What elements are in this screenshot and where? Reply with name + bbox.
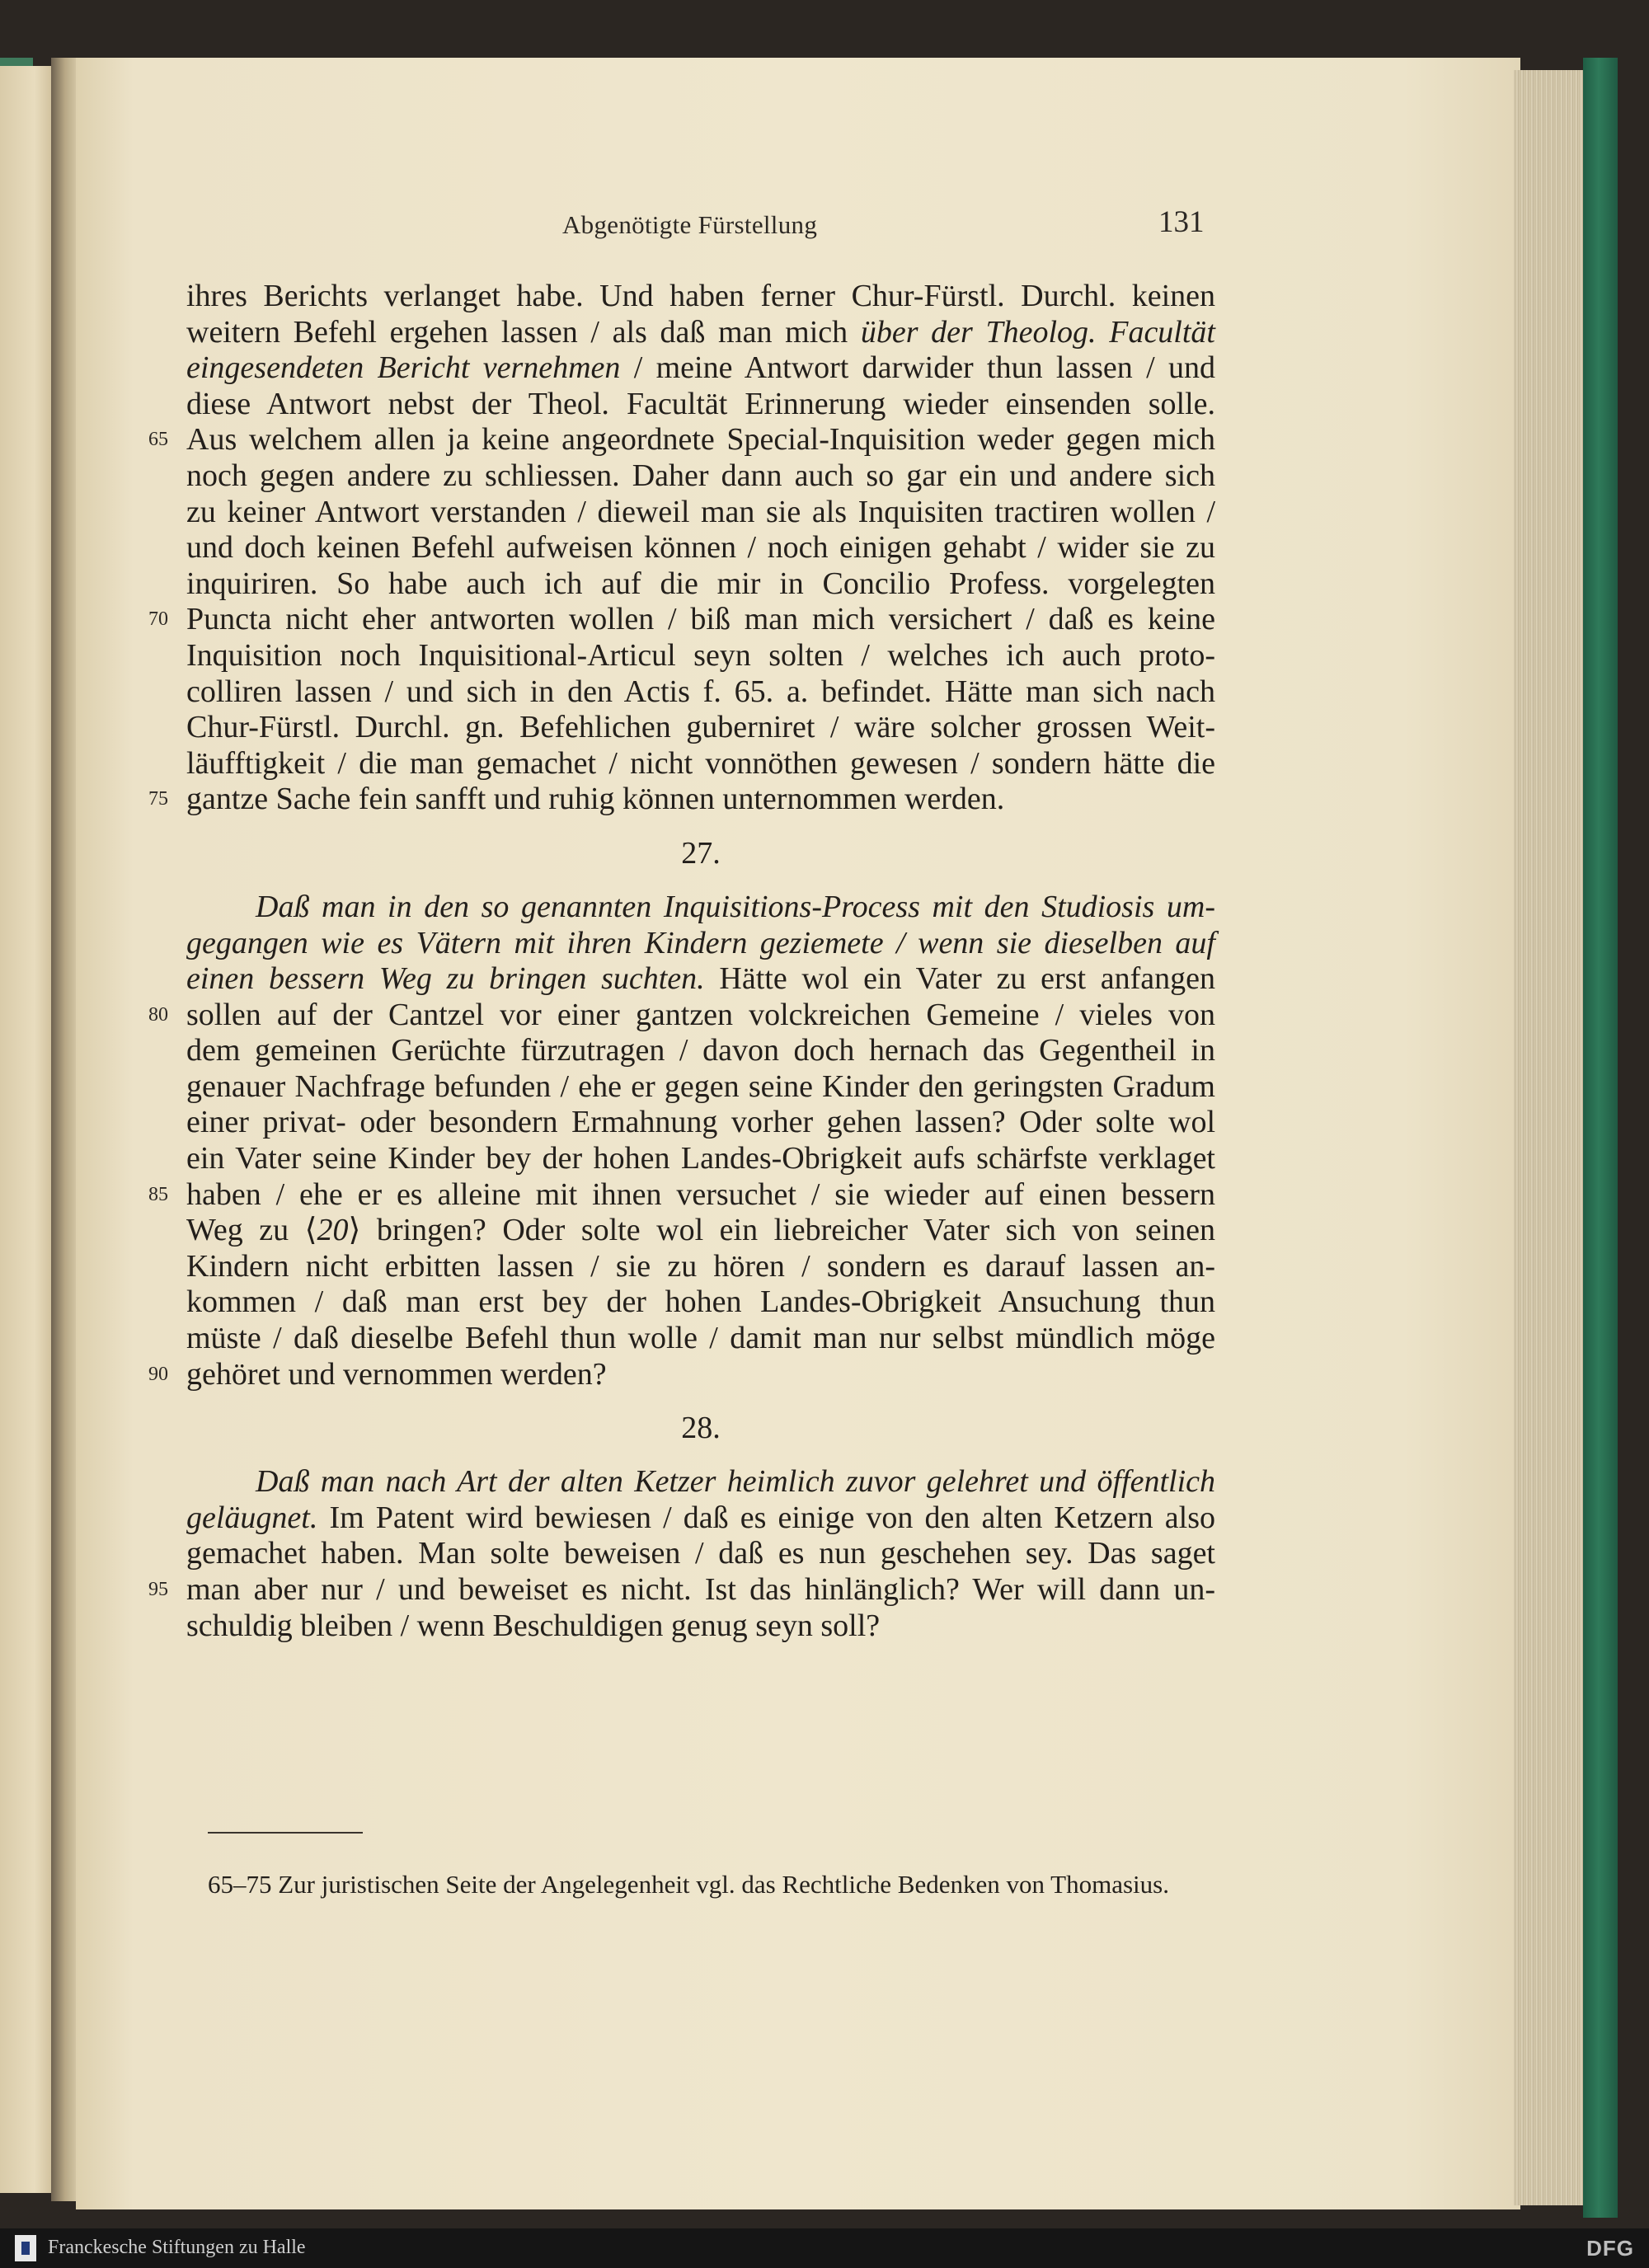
section-number: 28. xyxy=(681,1411,721,1446)
text-line xyxy=(148,602,1215,638)
text-run: haben / ehe er es alleine mit ihnen versuchet / sie wieder auf einen bessern xyxy=(186,1176,1215,1212)
italic-text: Daß man in den so genannten Inquisitions-Process mit den Studiosis um- xyxy=(256,889,1215,924)
text-run: schuldig bleiben / wenn Beschuldigen genug seyn soll? xyxy=(186,1608,881,1643)
footnote-rule xyxy=(208,1832,363,1834)
text-line xyxy=(186,890,1215,926)
text-line xyxy=(186,1069,1215,1106)
text-run: Inquisition noch Inquisitional-Articul seyn solten / welches ich auch proto- xyxy=(186,637,1215,673)
text-run: Aus welchem allen ja keine angeordnete Special-Inquisition weder gegen mich xyxy=(186,422,1215,458)
text-run: diese Antwort nebst der Theol. Facultät Erinnerung wieder einsenden solle. xyxy=(186,386,1215,421)
text-line xyxy=(186,566,1215,603)
text-line xyxy=(148,997,1215,1034)
italic-text: über der Theolog. Facultät xyxy=(860,314,1215,350)
text-line xyxy=(186,458,1215,495)
text-line xyxy=(186,746,1215,782)
running-head-title: Abgenötigte Fürstellung xyxy=(562,210,818,239)
text-run: ⟩ bringen? Oder solte wol ein liebreicher Vater sich von seinen xyxy=(348,1213,1215,1248)
text-line xyxy=(186,1105,1215,1141)
text-line xyxy=(186,1500,1215,1537)
text-line xyxy=(186,495,1215,531)
text-line xyxy=(186,530,1215,566)
italic-text: gegangen wie es Vätern mit ihren Kindern geziemete / wenn sie dieselben auf xyxy=(186,925,1215,960)
viewer-bottom-bar xyxy=(0,2228,1649,2268)
text-line xyxy=(186,638,1215,674)
italic-text: geläugnet. xyxy=(186,1500,318,1535)
text-line xyxy=(148,1176,1215,1214)
text-line xyxy=(148,1356,1215,1393)
text-run: gehöret und vernommen werden? xyxy=(186,1356,607,1392)
text-run: läufftigkeit / die man gemachet / nicht vonnöthen gewesen / sondern hätte die xyxy=(186,745,1215,781)
text-line xyxy=(186,350,1215,387)
text-line xyxy=(186,1536,1215,1572)
line-number: 95 xyxy=(148,1579,168,1600)
text-run: Im Patent wird bewiesen / daß es einige von den alten Ketzern also xyxy=(317,1500,1215,1535)
text-run: noch gegen andere zu schliessen. Daher dann auch so gar ein und andere sich xyxy=(186,458,1215,493)
body-text xyxy=(148,279,1215,1644)
italic-text: Daß man nach Art der alten Ketzer heimlich zuvor gelehret und öffentlich xyxy=(256,1464,1215,1500)
text-run: einer privat- oder besondern Ermahnung vorher gehen lassen? Oder solte wol xyxy=(186,1105,1215,1140)
text-line xyxy=(186,315,1215,351)
text-run: ein Vater seine Kinder bey der hohen Landes-Obrigkeit aufs schärfste verklaget xyxy=(186,1141,1215,1176)
text-run: zu keiner Antwort verstanden / dieweil man sie als Inquisiten tractiren wollen / xyxy=(186,494,1215,529)
line-number: 75 xyxy=(148,788,168,810)
line-number: 90 xyxy=(148,1363,168,1385)
text-run: müste / daß dieselbe Befehl thun wolle / damit man nur selbst mündlich möge xyxy=(186,1321,1215,1356)
text-line xyxy=(186,279,1215,315)
text-line xyxy=(186,961,1215,998)
institution-label: Franckesche Stiftungen zu Halle xyxy=(48,2237,306,2258)
line-number: 65 xyxy=(148,429,168,451)
text-run: gantze Sache fein sanfft und ruhig können unternommen werden. xyxy=(186,782,1005,817)
institution-logo-icon xyxy=(15,2235,36,2261)
page-edges xyxy=(1514,70,1588,2205)
text-line xyxy=(186,1321,1215,1357)
text-line xyxy=(186,710,1215,746)
text-line xyxy=(186,1608,1215,1645)
text-run: / meine Antwort darwider thun lassen / und xyxy=(620,350,1215,386)
text-line xyxy=(186,1284,1215,1321)
text-run: inquiriren. So habe auch ich auf die mir in Concilio Profess. vorgelegten xyxy=(186,566,1215,601)
text-line xyxy=(186,1464,1215,1500)
text-line xyxy=(148,1572,1215,1608)
text-line xyxy=(186,674,1215,711)
text-line xyxy=(186,1033,1215,1069)
dfg-logo: DFG xyxy=(1586,2236,1634,2261)
section-number: 27. xyxy=(681,835,721,871)
left-page-sliver xyxy=(0,66,58,2193)
text-line xyxy=(148,422,1215,458)
text-run: gemachet haben. Man solte beweisen / daß es nun geschehen sey. Das saget xyxy=(186,1536,1215,1571)
text-line xyxy=(186,1249,1215,1285)
line-number: 85 xyxy=(148,1183,168,1205)
text-run: Kindern nicht erbitten lassen / sie zu hören / sondern es darauf lassen an- xyxy=(186,1248,1215,1284)
text-run: weitern Befehl ergehen lassen / als daß man mich xyxy=(186,314,861,350)
text-run: dem gemeinen Gerüchte fürzutragen / davon doch hernach das Gegentheil in xyxy=(186,1033,1215,1068)
italic-text: eingesendeten Bericht vernehmen xyxy=(186,350,621,386)
text-run: Chur-Fürstl. Durchl. gn. Befehlichen guberniret / wäre solcher grossen Weit- xyxy=(186,710,1215,745)
text-run: sollen auf der Cantzel vor einer gantzen volckreichen Gemeine / vieles von xyxy=(186,997,1215,1032)
text-run: man aber nur / und beweiset es nicht. Ist das hinlänglich? Wer will dann un- xyxy=(186,1572,1215,1607)
text-run: Puncta nicht eher antworten wollen / biß man mich versichert / daß es keine xyxy=(186,602,1215,637)
text-run: colliren lassen / und sich in den Actis f. 65. a. befindet. Hätte man sich nach xyxy=(186,674,1215,709)
text-run: ihres Berichts verlanget habe. Und haben ferner Chur-Fürstl. Durchl. keinen xyxy=(186,279,1215,313)
text-line xyxy=(186,1141,1215,1177)
text-run: Weg zu ⟨ xyxy=(186,1213,317,1248)
text-line xyxy=(148,782,1215,818)
book-cover-edge xyxy=(1583,58,1618,2218)
book-gutter xyxy=(51,58,79,2201)
text-run: genauer Nachfrage befunden / ehe er gegen seine Kinder den geringsten Gradum xyxy=(186,1068,1215,1104)
text-line xyxy=(186,926,1215,962)
page-number: 131 xyxy=(1158,205,1205,239)
text-run: Hätte wol ein Vater zu erst anfangen xyxy=(704,961,1215,997)
line-number: 80 xyxy=(148,1003,168,1026)
text-run: kommen / daß man erst bey der hohen Landes-Obrigkeit Ansuchung thun xyxy=(186,1284,1215,1320)
line-number: 70 xyxy=(148,608,168,631)
footnote: 65–75 Zur juristischen Seite der Angelegenheit vgl. das Rechtliche Bedenken von Thomasius. xyxy=(208,1870,1169,1899)
text-run: und doch keinen Befehl aufweisen können / noch einigen gehabt / wider sie zu xyxy=(186,530,1215,566)
text-line xyxy=(186,1213,1215,1249)
text-line xyxy=(186,387,1215,423)
italic-text: einen bessern Weg zu bringen suchten. xyxy=(186,961,705,997)
italic-text: 20 xyxy=(317,1213,349,1248)
